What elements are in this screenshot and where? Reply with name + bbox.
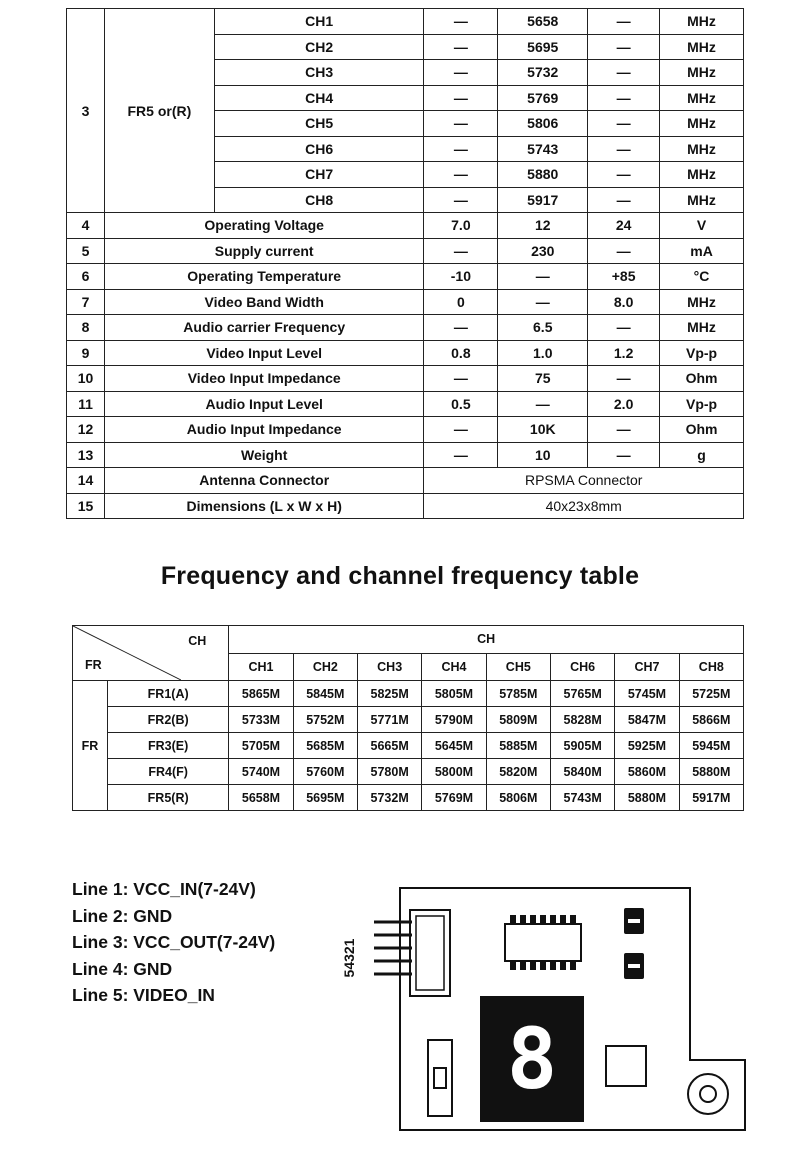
spec-row bbox=[67, 366, 744, 392]
spec-cell-unit: Vp-p bbox=[660, 391, 744, 417]
spec-row-name: Video Band Width bbox=[104, 289, 423, 315]
spec-row bbox=[67, 417, 744, 443]
frequency-cell: 5685M bbox=[293, 733, 357, 759]
spec-cell-unit: Vp-p bbox=[660, 340, 744, 366]
spec-cell-unit: MHz bbox=[660, 9, 744, 35]
spec-cell-min: — bbox=[424, 136, 498, 162]
spec-row bbox=[67, 315, 744, 341]
spec-row-number: 14 bbox=[67, 468, 105, 494]
seven-segment-display bbox=[480, 996, 584, 1122]
frequency-cell: 5732M bbox=[357, 785, 421, 811]
spec-row-number: 9 bbox=[67, 340, 105, 366]
spec-cell-typ: 75 bbox=[498, 366, 588, 392]
spec-cell-min: — bbox=[424, 34, 498, 60]
frequency-channel-table bbox=[72, 625, 744, 811]
spec-cell-typ: 10K bbox=[498, 417, 588, 443]
spec-row-number: 11 bbox=[67, 391, 105, 417]
spec-row bbox=[67, 213, 744, 239]
spec-row-number: 8 bbox=[67, 315, 105, 341]
channel-header-cell: CH4 bbox=[422, 653, 486, 681]
spec-cell-unit: Ohm bbox=[660, 417, 744, 443]
spec-cell-max: — bbox=[588, 366, 660, 392]
frequency-cell: 5905M bbox=[550, 733, 614, 759]
pin-line: Line 4: GND bbox=[72, 958, 173, 979]
spec-cell-ch: CH4 bbox=[214, 85, 424, 111]
frequency-cell: 5845M bbox=[293, 681, 357, 707]
frequency-cell: 5665M bbox=[357, 733, 421, 759]
spec-row-name: Video Input Level bbox=[104, 340, 423, 366]
spec-row-number: 6 bbox=[67, 264, 105, 290]
spec-row-name: Audio Input Level bbox=[104, 391, 423, 417]
spec-cell-typ: 5917 bbox=[498, 187, 588, 213]
frequency-cell: 5945M bbox=[679, 733, 743, 759]
spec-row-name: Audio carrier Frequency bbox=[104, 315, 423, 341]
channel-header-cell: CH6 bbox=[550, 653, 614, 681]
spec-cell-min: — bbox=[424, 111, 498, 137]
spec-cell-max: 24 bbox=[588, 213, 660, 239]
frequency-cell: 5820M bbox=[486, 759, 550, 785]
band-name-cell: FR1(A) bbox=[108, 681, 229, 707]
band-name-cell: FR5(R) bbox=[108, 785, 229, 811]
frequency-cell: 5809M bbox=[486, 707, 550, 733]
push-button bbox=[428, 1040, 452, 1116]
spec-cell-unit: °C bbox=[660, 264, 744, 290]
spec-row-name: Antenna Connector bbox=[104, 468, 423, 494]
module-board-diagram bbox=[340, 880, 750, 1140]
ic-chip bbox=[505, 915, 581, 970]
spec-row bbox=[67, 391, 744, 417]
spec-cell-min: — bbox=[424, 417, 498, 443]
spec-row bbox=[67, 289, 744, 315]
spec-cell-value: 40x23x8mm bbox=[424, 493, 744, 519]
spec-row-name: FR5 or(R) bbox=[104, 9, 214, 213]
spec-cell-max: 8.0 bbox=[588, 289, 660, 315]
spec-cell-min: — bbox=[424, 162, 498, 188]
channel-header-cell: CH8 bbox=[679, 653, 743, 681]
spec-cell-min: — bbox=[424, 9, 498, 35]
spec-cell-unit: V bbox=[660, 213, 744, 239]
spec-row-number: 12 bbox=[67, 417, 105, 443]
spec-row-number: 13 bbox=[67, 442, 105, 468]
spec-row bbox=[67, 442, 744, 468]
frequency-cell: 5780M bbox=[357, 759, 421, 785]
pin-line-list bbox=[72, 876, 275, 1009]
frequency-cell: 5880M bbox=[615, 785, 679, 811]
spec-cell-ch: CH3 bbox=[214, 60, 424, 86]
spec-cell-unit: MHz bbox=[660, 85, 744, 111]
spec-cell-max: — bbox=[588, 238, 660, 264]
frequency-cell: 5805M bbox=[422, 681, 486, 707]
spec-cell-max: +85 bbox=[588, 264, 660, 290]
spec-cell-max: — bbox=[588, 9, 660, 35]
spec-row-number: 15 bbox=[67, 493, 105, 519]
spec-cell-min: — bbox=[424, 85, 498, 111]
spec-cell-typ: — bbox=[498, 264, 588, 290]
band-name-cell: FR3(E) bbox=[108, 733, 229, 759]
mounting-hole bbox=[688, 1074, 728, 1114]
spec-row-fr5-ch bbox=[67, 9, 744, 35]
frequency-cell: 5765M bbox=[550, 681, 614, 707]
corner-ch-label: CH bbox=[188, 634, 207, 648]
frequency-cell: 5740M bbox=[229, 759, 293, 785]
spec-cell-typ: 5806 bbox=[498, 111, 588, 137]
channel-group-header: CH bbox=[229, 626, 744, 654]
spec-cell-max: 1.2 bbox=[588, 340, 660, 366]
band-group-label: FR bbox=[73, 681, 108, 811]
spec-cell-min: 0.5 bbox=[424, 391, 498, 417]
frequency-cell: 5645M bbox=[422, 733, 486, 759]
band-row bbox=[73, 681, 744, 707]
frequency-cell: 5825M bbox=[357, 681, 421, 707]
spec-cell-typ: 5769 bbox=[498, 85, 588, 111]
corner-fr-label: FR bbox=[85, 658, 102, 672]
frequency-cell: 5880M bbox=[679, 759, 743, 785]
spec-cell-unit: mA bbox=[660, 238, 744, 264]
frequency-cell: 5752M bbox=[293, 707, 357, 733]
frequency-cell: 5925M bbox=[615, 733, 679, 759]
spec-row-number: 5 bbox=[67, 238, 105, 264]
spec-cell-unit: MHz bbox=[660, 60, 744, 86]
pin-line: Line 1: VCC_IN(7-24V) bbox=[72, 879, 256, 899]
spec-cell-ch: CH2 bbox=[214, 34, 424, 60]
spec-cell-ch: CH1 bbox=[214, 9, 424, 35]
spec-cell-max: — bbox=[588, 162, 660, 188]
band-row bbox=[73, 759, 744, 785]
frequency-cell: 5828M bbox=[550, 707, 614, 733]
channel-header-cell: CH2 bbox=[293, 653, 357, 681]
spec-row-name: Operating Voltage bbox=[104, 213, 423, 239]
frequency-cell: 5771M bbox=[357, 707, 421, 733]
frequency-cell: 5917M bbox=[679, 785, 743, 811]
spec-cell-unit: MHz bbox=[660, 111, 744, 137]
frequency-cell: 5865M bbox=[229, 681, 293, 707]
spec-cell-typ: 5880 bbox=[498, 162, 588, 188]
spec-cell-min: 0 bbox=[424, 289, 498, 315]
spec-row-name: Video Input Impedance bbox=[104, 366, 423, 392]
spec-cell-min: — bbox=[424, 238, 498, 264]
spec-cell-min: — bbox=[424, 442, 498, 468]
spec-cell-typ: — bbox=[498, 391, 588, 417]
channel-header-cell: CH3 bbox=[357, 653, 421, 681]
spec-row-name: Supply current bbox=[104, 238, 423, 264]
band-row bbox=[73, 785, 744, 811]
spec-cell-max: — bbox=[588, 60, 660, 86]
band-name-cell: FR2(B) bbox=[108, 707, 229, 733]
pin-line: Line 2: GND bbox=[72, 905, 173, 926]
frequency-cell: 5769M bbox=[422, 785, 486, 811]
channel-header-cell: CH1 bbox=[229, 653, 293, 681]
spec-row-number: 3 bbox=[67, 9, 105, 213]
frequency-cell: 5658M bbox=[229, 785, 293, 811]
spec-cell-max: — bbox=[588, 442, 660, 468]
spec-cell-min: 7.0 bbox=[424, 213, 498, 239]
spec-table-body bbox=[67, 9, 744, 519]
spec-cell-min: — bbox=[424, 60, 498, 86]
frequency-cell: 5800M bbox=[422, 759, 486, 785]
frequency-cell: 5806M bbox=[486, 785, 550, 811]
spec-cell-unit: g bbox=[660, 442, 744, 468]
frequency-cell: 5840M bbox=[550, 759, 614, 785]
spec-cell-unit: MHz bbox=[660, 187, 744, 213]
spec-row-number: 7 bbox=[67, 289, 105, 315]
spec-cell-min: — bbox=[424, 315, 498, 341]
spec-cell-unit: MHz bbox=[660, 34, 744, 60]
spec-row bbox=[67, 264, 744, 290]
spec-cell-unit: MHz bbox=[660, 136, 744, 162]
spec-cell-max: — bbox=[588, 85, 660, 111]
spec-cell-typ: — bbox=[498, 289, 588, 315]
spec-row-name: Weight bbox=[104, 442, 423, 468]
spec-row-name: Audio Input Impedance bbox=[104, 417, 423, 443]
frequency-cell: 5866M bbox=[679, 707, 743, 733]
spec-cell-ch: CH5 bbox=[214, 111, 424, 137]
spec-cell-max: 2.0 bbox=[588, 391, 660, 417]
spec-row-number: 4 bbox=[67, 213, 105, 239]
spec-cell-min: — bbox=[424, 187, 498, 213]
band-row bbox=[73, 733, 744, 759]
square-pad bbox=[606, 1046, 646, 1086]
spec-cell-max: — bbox=[588, 34, 660, 60]
spec-cell-typ: 5732 bbox=[498, 60, 588, 86]
spec-cell-max: — bbox=[588, 187, 660, 213]
spec-cell-min: 0.8 bbox=[424, 340, 498, 366]
spec-cell-typ: 5695 bbox=[498, 34, 588, 60]
spec-cell-ch: CH7 bbox=[214, 162, 424, 188]
spec-cell-typ: 12 bbox=[498, 213, 588, 239]
spec-cell-typ: 5658 bbox=[498, 9, 588, 35]
frequency-cell: 5725M bbox=[679, 681, 743, 707]
spec-cell-typ: 230 bbox=[498, 238, 588, 264]
display-digit: 8 bbox=[506, 1010, 558, 1108]
frequency-cell: 5847M bbox=[615, 707, 679, 733]
pin-number-label: 54321 bbox=[341, 938, 357, 978]
frequency-cell: 5760M bbox=[293, 759, 357, 785]
spec-row-name: Operating Temperature bbox=[104, 264, 423, 290]
frequency-cell: 5743M bbox=[550, 785, 614, 811]
corner-cell bbox=[73, 626, 229, 681]
frequency-header-row bbox=[73, 626, 744, 654]
spec-cell-unit: MHz bbox=[660, 289, 744, 315]
spec-cell-typ: 5743 bbox=[498, 136, 588, 162]
frequency-cell: 5733M bbox=[229, 707, 293, 733]
spec-cell-max: — bbox=[588, 417, 660, 443]
spec-row-name: Dimensions (L x W x H) bbox=[104, 493, 423, 519]
spec-cell-min: -10 bbox=[424, 264, 498, 290]
channel-header-cell: CH5 bbox=[486, 653, 550, 681]
band-name-cell: FR4(F) bbox=[108, 759, 229, 785]
frequency-cell: 5695M bbox=[293, 785, 357, 811]
spec-cell-unit: MHz bbox=[660, 315, 744, 341]
spec-cell-min: — bbox=[424, 366, 498, 392]
frequency-cell: 5860M bbox=[615, 759, 679, 785]
spec-row bbox=[67, 468, 744, 494]
spec-cell-max: — bbox=[588, 136, 660, 162]
frequency-table-title: Frequency and channel frequency table bbox=[160, 562, 640, 590]
frequency-cell: 5790M bbox=[422, 707, 486, 733]
frequency-table-body bbox=[73, 626, 744, 811]
spec-cell-max: — bbox=[588, 111, 660, 137]
spec-cell-value: RPSMA Connector bbox=[424, 468, 744, 494]
spec-cell-ch: CH8 bbox=[214, 187, 424, 213]
spec-cell-max: — bbox=[588, 315, 660, 341]
spec-row bbox=[67, 340, 744, 366]
frequency-cell: 5745M bbox=[615, 681, 679, 707]
spec-row bbox=[67, 493, 744, 519]
spec-cell-typ: 10 bbox=[498, 442, 588, 468]
spec-table bbox=[66, 8, 744, 519]
frequency-cell: 5885M bbox=[486, 733, 550, 759]
band-row bbox=[73, 707, 744, 733]
spec-cell-typ: 1.0 bbox=[498, 340, 588, 366]
spec-cell-unit: Ohm bbox=[660, 366, 744, 392]
spec-cell-ch: CH6 bbox=[214, 136, 424, 162]
frequency-cell: 5785M bbox=[486, 681, 550, 707]
channel-header-cell: CH7 bbox=[615, 653, 679, 681]
spec-cell-typ: 6.5 bbox=[498, 315, 588, 341]
spec-cell-unit: MHz bbox=[660, 162, 744, 188]
pin-line: Line 5: VIDEO_IN bbox=[72, 985, 215, 1005]
pin-line: Line 3: VCC_OUT(7-24V) bbox=[72, 932, 276, 952]
frequency-cell: 5705M bbox=[229, 733, 293, 759]
spec-row bbox=[67, 238, 744, 264]
spec-row-number: 10 bbox=[67, 366, 105, 392]
